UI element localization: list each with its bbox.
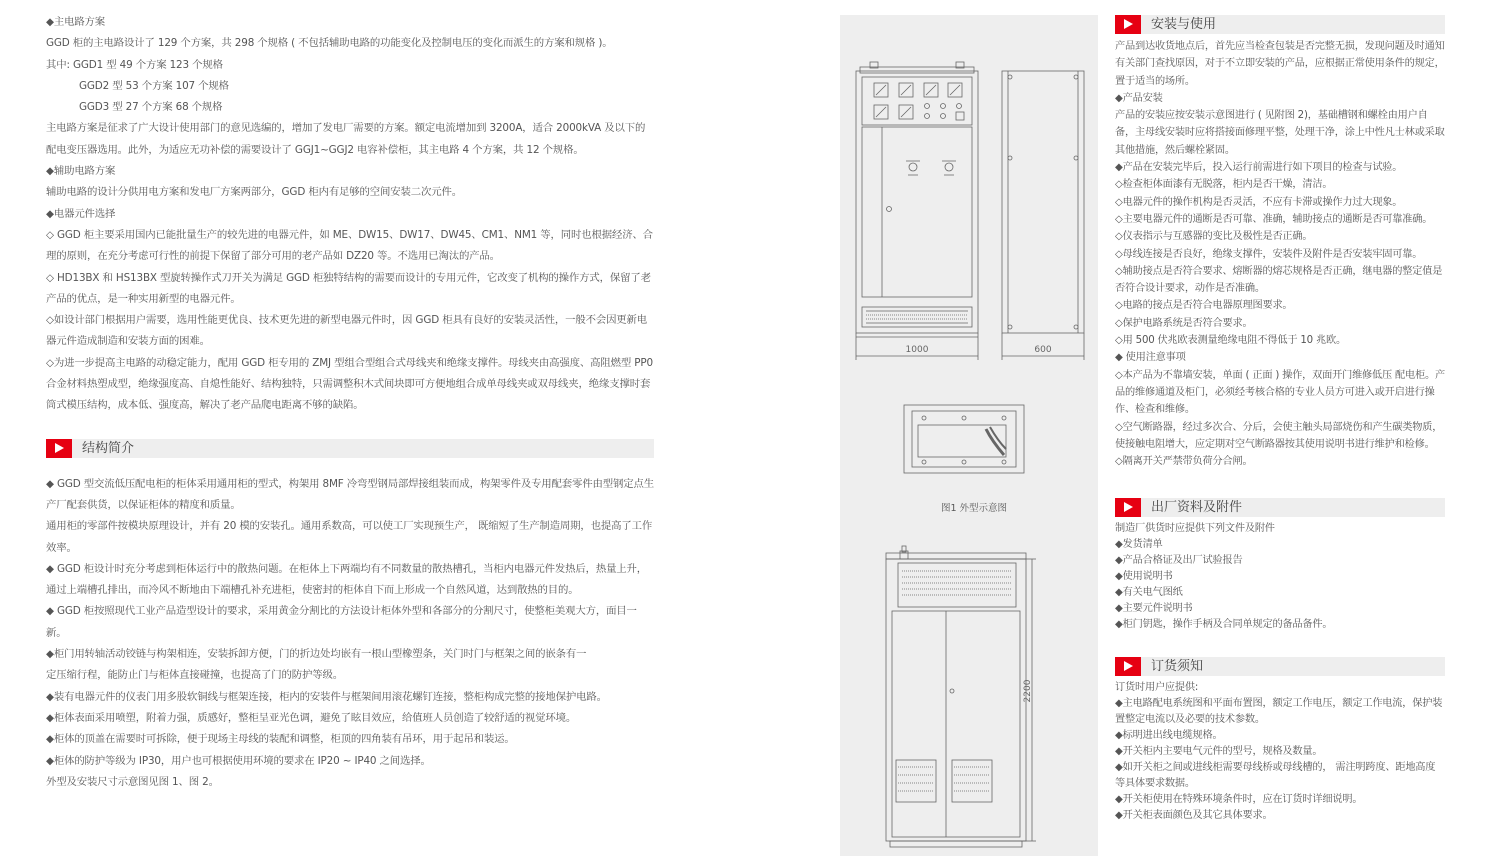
play-flag-icon — [1115, 657, 1141, 676]
dim-width-front: 1000 — [905, 345, 929, 355]
paragraph: ◆ 使用注意事项 — [1115, 352, 1186, 364]
paragraph: 通用柜的零部件按模块原理设计，并有 20 模的安装孔。通用系数高，可以使工厂实现预生产， 既缩短了生产制造周期，也提高了工作效率。 — [46, 520, 653, 554]
paragraph: 订货时用户应提供: — [1115, 682, 1199, 694]
paragraph: ◇检查柜体面漆有无脱落，柜内是否干燥，清洁。 — [1115, 179, 1333, 191]
paragraph: ◆柜体表面采用喷塑，附着力强，质感好，整柜呈亚光色调，避免了眩目效应，给值班人员创造了较舒适的视觉环境。 — [46, 711, 577, 724]
paragraph: ◆柜体的防护等级为 IP30，用户也可根据使用环境的要求在 IP20 ~ IP40 之间选择。 — [46, 754, 431, 767]
side-view-outline — [1002, 71, 1084, 333]
paragraph: ◇空气断路器，经过多次合、分后，会使主触头局部烧伤和产生碳类物质，使接触电阻增大，应定期对空气断路器按其使用说明书进行维护和检修。 — [1115, 421, 1443, 450]
paragraph: ◇保护电路系统是否符合要求。 — [1115, 317, 1253, 329]
paragraph: ◇隔离开关严禁带负荷分合闸。 — [1115, 456, 1253, 468]
paragraph: 制造厂供货时应提供下列文件及附件 — [1115, 523, 1275, 535]
list-item: ◆使用说明书 — [1115, 571, 1173, 583]
paragraph: 其中: GGD1 型 49 个方案 123 个规格 — [46, 58, 223, 71]
left-column — [46, 12, 654, 793]
figure-caption: 图1 外型示意图 — [940, 503, 1008, 514]
play-flag-icon — [46, 439, 72, 458]
list-item: ◆主电路配电系统图和平面布置图，额定工作电压，额定工作电流，保护装置整定电流以及必要的技术参数。 — [1115, 698, 1443, 726]
paragraph: ◆ GGD 型交流低压配电柜的柜体采用通用柜的型式，构架用 8MF 冷弯型钢局部焊接组装而成，构架零件及专用配套零件由型钢定点生产厂配套供货，以保证柜体的精度和质量。 — [46, 477, 654, 511]
list-item: ◆发货清单 — [1115, 539, 1163, 551]
main-circuit-heading: ◆主电路方案 — [46, 16, 106, 28]
section-title: 订货须知 — [1151, 659, 1204, 675]
paragraph: ◇母线连接是否良好，绝缘支撑件，安装件及附件是否安装牢固可靠。 — [1115, 248, 1423, 260]
paragraph: ◇电路的接点是否符合电器原理图要求。 — [1115, 300, 1293, 312]
paragraph: 产品到达收货地点后，首先应当检查包装是否完整无损，发现问题及时通知有关部门查找原因，对于不立即安装的产品，应根据正常使用条件的规定，置于适当的场所。 — [1115, 41, 1445, 87]
paragraph: ◇本产品为不靠墙安装，单面 ( 正面 ) 操作，双面开门维修低压 配电柜。产品的维修通道及柜门，必须经考核合格的专业人员方可进入或开启进行操作、检查和维修。 — [1115, 369, 1445, 416]
paragraph: GGD2 型 53 个方案 107 个规格 — [79, 79, 229, 92]
paragraph: ◇ GGD 柜主要采用国内已能批量生产的较先进的电器元件，如 ME、DW15、DW17、DW45、CM1、NM1 等，同时也根据经济、合理的原则，在充分考虑可行性的前提下保留了部分可用的老产品如 DZ20 等。不选用已淘汰的产品。 — [46, 228, 653, 263]
paragraph: ◆ GGD 柜设计时充分考虑到柜体运行中的散热问题。在柜体上下两端均有不同数量的散热槽孔，当柜内电器元件发热后，热量上升，通过上端槽孔排出，而冷风不断地由下端槽孔补充进柜，使密封的柜体自下而上形成一个自然风道，达到散热的目的。 — [46, 562, 648, 597]
paragraph: ◇主要电器元件的通断是否可靠、准确，辅助接点的通断是否可靠准确。 — [1115, 213, 1433, 225]
play-flag-icon — [1115, 498, 1141, 517]
paragraph: ◇为进一步提高主电路的动稳定能力，配用 GGD 柜专用的 ZMJ 型组合型组合式母线夹和绝缘支撑件。母线夹由高强度、高阻燃型 PP0 合金材料热塑成型，绝缘强度高、自熄性能好、结构独特，只需调整积木式间块即可方便地组合成单母线夹或双母线夹，绝缘支撑时套筒式模压结构，成本低、强度高，解决了老产品爬电距离不够的缺陷。 — [46, 356, 653, 412]
section-title: 安装与使用 — [1151, 17, 1217, 32]
dim-width-side: 600 — [1034, 345, 1052, 355]
paragraph: 产品的安装应按安装示意图进行 ( 见附图 2)，基础槽钢和螺栓由用户自备，主母线安装时应将搭接面修理平整，处理干净，涂上中性凡士林或采取其他措施，然后螺栓紧固。 — [1115, 110, 1445, 156]
list-item: ◆标明进出线电缆规格。 — [1115, 730, 1223, 742]
section-header-docs — [1115, 498, 1445, 517]
components-heading: ◆电器元件选择 — [46, 207, 116, 220]
paragraph: 定压缩行程，能防止门与柜体直接碰撞，也提高了门的防护等级。 — [46, 669, 343, 682]
section-header-structure — [46, 439, 654, 458]
paragraph: ◇仪表指示与互感器的变比及极性是否正确。 — [1115, 231, 1313, 243]
paragraph: ◇ HD13BX 和 HS13BX 型旋转操作式刀开关为满足 GGD 柜独特结构的需要而设计的专用元件，它改变了机构的操作方式，保留了老产品的优点，是一种实用新型的电器元件。 — [46, 271, 651, 305]
list-item: ◆有关电气图纸 — [1115, 587, 1183, 599]
paragraph: 外型及安装尺寸示意图见图 1、图 2。 — [46, 775, 219, 788]
play-flag-icon — [1115, 15, 1141, 34]
section-header-order — [1115, 657, 1445, 676]
section-title: 结构简介 — [82, 440, 135, 456]
paragraph: ◇电器元件的操作机构是否灵活，不应有卡滞或操作力过大现象。 — [1115, 196, 1403, 208]
list-item: ◆主要元件说明书 — [1115, 603, 1193, 615]
dim-height: 2200 — [1023, 679, 1033, 703]
section-header-install — [1115, 15, 1445, 34]
figure-panel — [840, 15, 1098, 856]
paragraph: ◇如设计部门根据用户需要，选用性能更优良、技术更先进的新型电器元件时，因 GGD 柜具有良好的安装灵活性，一般不会因更新电器元件造成制造和安装方面的困难。 — [46, 314, 648, 348]
paragraph: ◆柜体的顶盖在需要时可拆除，便于现场主母线的装配和调整，柜顶的四角装有吊环，用于起吊和装运。 — [46, 733, 515, 746]
paragraph: 主电路方案是征求了广大设计使用部门的意见选编的，增加了发电厂需要的方案。额定电流增加到 3200A，适合 2000kVA 及以下的配电变压器选用。此外，为适应无功补偿的需要设计了 GGJ1~GGJ2 电容补偿柜，其主电路 4 个方案，共 12 个规格。 — [46, 122, 646, 156]
paragraph: 辅助电路的设计分供用电方案和发电厂方案两部分，GGD 柜内有足够的空间安装二次元件。 — [46, 186, 462, 199]
list-item: ◆如开关柜之间或进线柜需要母线桥或母线槽的， 需注明跨度、距地高度等具体要求数据。 — [1115, 762, 1436, 790]
list-item: ◆开关柜使用在特殊环境条件时，应在订货时详细说明。 — [1115, 794, 1363, 806]
aux-circuit-heading: ◆辅助电路方案 — [46, 165, 116, 178]
list-item: ◆开关柜表面颜色及其它具体要求。 — [1115, 810, 1273, 822]
list-item: ◆产品合格证及出厂试验报告 — [1115, 555, 1243, 567]
paragraph: ◇用 500 伏兆欧表测量绝缘电阻不得低于 10 兆欧。 — [1115, 335, 1346, 347]
right-column — [1115, 15, 1445, 824]
bottom-view-outline — [886, 559, 1026, 841]
paragraph: GGD3 型 27 个方案 68 个规格 — [79, 101, 223, 114]
paragraph: ◇辅助接点是否符合要求、熔断器的熔芯规格是否正确，继电器的整定值是否符合设计要求，动作是否准确。 — [1115, 265, 1443, 295]
paragraph: ◆ GGD 柜按照现代工业产品造型设计的要求，采用黄金分割比的方法设计柜体外型和各部分的分割尺寸，使整柜美观大方，面目一新。 — [46, 605, 637, 639]
section-title: 出厂资料及附件 — [1151, 500, 1243, 516]
cabinet-drawings — [840, 15, 1098, 856]
paragraph: ◆柜门用转轴活动铰链与构架相连，安装拆卸方便，门的折边处均嵌有一根山型橡塑条，关门时门与框架之间的嵌条有一 — [46, 648, 587, 661]
paragraph: ◆产品安装 — [1115, 92, 1163, 104]
paragraph: ◆产品在安装完毕后，投入运行前需进行如下项目的检查与试验。 — [1115, 162, 1403, 174]
paragraph: ◆装有电器元件的仪表门用多股软铜线与框架连接，柜内的安装件与框架间用滚花螺钉连接，整柜构成完整的接地保护电路。 — [46, 690, 607, 703]
list-item: ◆开关柜内主要电气元件的型号，规格及数量。 — [1115, 746, 1323, 758]
list-item: ◆柜门钥匙，操作手柄及合同单规定的备品备件。 — [1115, 619, 1333, 631]
paragraph: GGD 柜的主电路设计了 129 个方案，共 298 个规格 ( 不包括辅助电路的功能变化及控制电压的变化而派生的方案和规格 )。 — [46, 37, 613, 50]
